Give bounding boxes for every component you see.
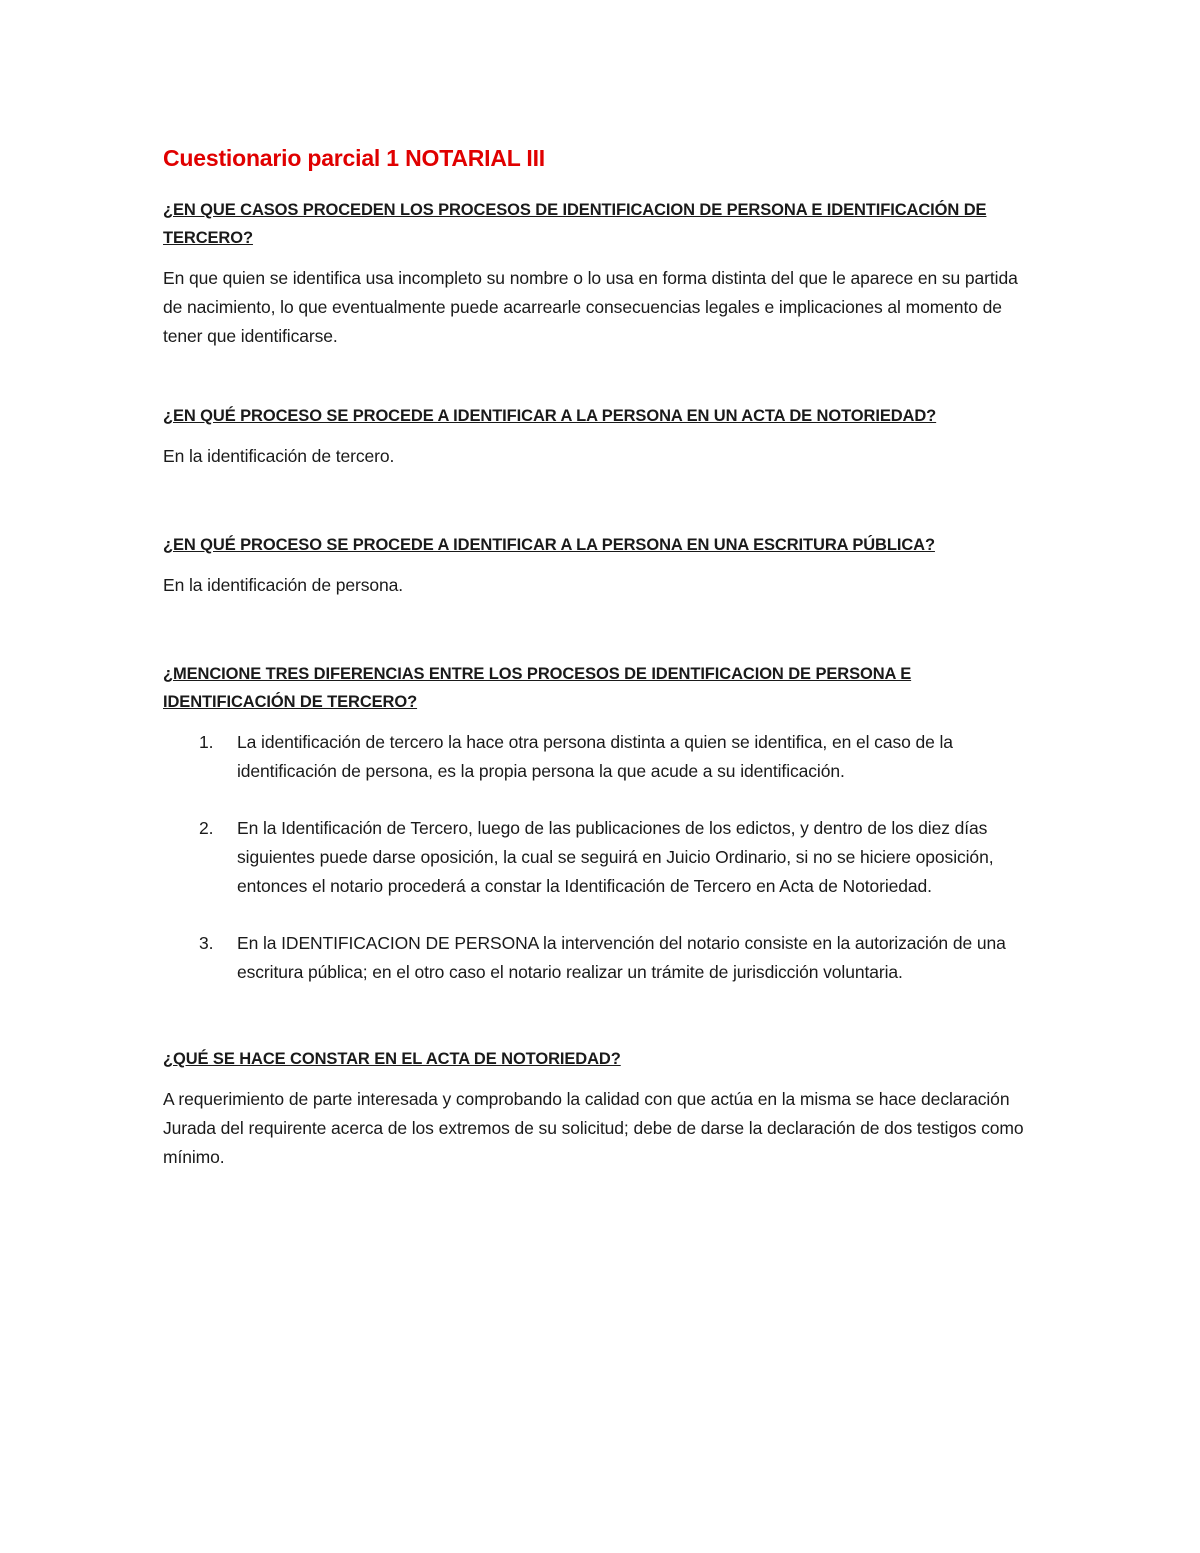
document-content [163,142,1038,1172]
list-item-number: 3. [199,933,214,953]
spacer [163,600,1038,660]
list-item-number: 1. [199,732,214,752]
question-3: ¿EN QUÉ PROCESO SE PROCEDE A IDENTIFICAR A LA PERSONA EN UNA ESCRITURA PÚBLICA? [163,536,935,554]
question-1: ¿EN QUE CASOS PROCEDEN LOS PROCESOS DE IDENTIFICACION DE PERSONA E IDENTIFICACIÓN DE TERCERO? [163,201,987,247]
list-item [163,728,1038,786]
answer-5: A requerimiento de parte interesada y comprobando la calidad con que actúa en la misma se hace declaración Jurada del requirente acerca de los extremos de su solicitud; debe de darse la declaración de dos testigos como mínimo. [163,1089,1024,1167]
answer-2: En la identificación de tercero. [163,446,395,466]
list-item-text: En la IDENTIFICACION DE PERSONA la intervención del notario consiste en la autorización de una escritura pública; en el otro caso el notario realizar un trámite de jurisdicción voluntaria. [237,933,1006,982]
list-item-text: En la Identificación de Tercero, luego de las publicaciones de los edictos, y dentro de los diez días siguientes puede darse oposición, la cual se seguirá en Juicio Ordinario, si no se hiciere oposición, entonces el notario procederá a constar la Identificación de Tercero en Acta de Notoriedad. [237,818,994,896]
answer-1: En que quien se identifica usa incompleto su nombre o lo usa en forma distinta del que le aparece en su partida de nacimiento, lo que eventualmente puede acarrearle consecuencias legales e implicaciones al momento de tener que identificarse. [163,268,1018,346]
document-title: Cuestionario parcial 1 NOTARIAL III [163,145,545,171]
list-item-number: 2. [199,818,214,838]
spacer [163,471,1038,531]
question-2: ¿EN QUÉ PROCESO SE PROCEDE A IDENTIFICAR A LA PERSONA EN UN ACTA DE NOTORIEDAD? [163,407,937,425]
spacer [163,1015,1038,1045]
list-item [163,814,1038,901]
spacer [163,351,1038,402]
differences-list [163,728,1038,987]
question-5: ¿QUÉ SE HACE CONSTAR EN EL ACTA DE NOTORIEDAD? [163,1050,621,1068]
list-item-text: La identificación de tercero la hace otra persona distinta a quien se identifica, en el caso de la identificación de persona, es la propia persona la que acude a su identificación. [237,732,953,781]
list-item [163,929,1038,987]
question-4: ¿MENCIONE TRES DIFERENCIAS ENTRE LOS PROCESOS DE IDENTIFICACION DE PERSONA E IDENTIFICACIÓN DE TERCERO? [163,665,912,711]
answer-3: En la identificación de persona. [163,575,404,595]
